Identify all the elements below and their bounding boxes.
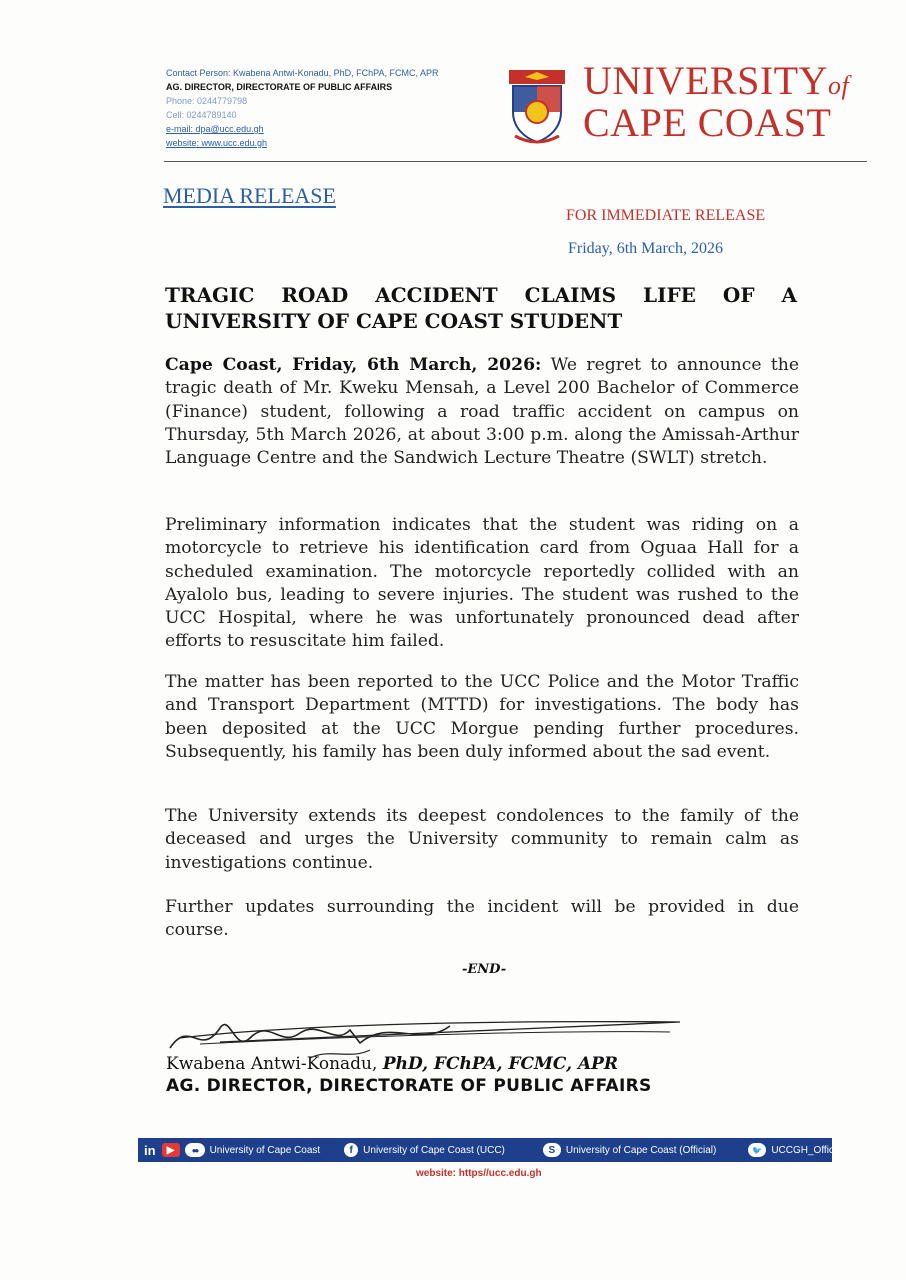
paragraph-1-text: We regret to announce the tragic death of Mr. Kweku Mensah, a Level 200 Bachelor of Commerce (Finance) student, following a road traffic accident on campus on Thursday, 5th March 2026, at about 3:00 p.m. along the Amissah-Arthur Language Centre and the Sandwich Lecture Theatre (SWLT) stretch. <box>165 355 799 469</box>
contact-phone: Phone: 0244779798 <box>166 96 248 106</box>
footer-skype[interactable] <box>543 1143 716 1157</box>
contact-cell: Cell: 0244789140 <box>166 110 237 120</box>
footer-facebook[interactable] <box>344 1143 505 1157</box>
immediate-release-label: FOR IMMEDIATE RELEASE <box>566 207 766 224</box>
university-line2: CAPE COAST <box>583 100 832 145</box>
signatory-name-text: Kwabena Antwi-Konadu, <box>166 1054 383 1074</box>
university-of: of <box>827 71 850 100</box>
twitter-icon: 🐦 <box>748 1143 766 1157</box>
contact-website: website: www.ucc.edu.gh <box>166 138 268 148</box>
university-crest-icon <box>505 68 569 146</box>
paragraph-4: The University extends its deepest condolences to the family of the deceased and urges the University community to remain calm as investigations continue. <box>165 806 799 873</box>
header-divider <box>164 161 867 162</box>
signatory-credentials: PhD, FChPA, FCMC, APR <box>382 1054 619 1074</box>
facebook-icon: f <box>344 1143 358 1157</box>
footer-youtube-label: University of Cape Coast <box>209 1144 321 1156</box>
paragraph-5: Further updates surrounding the incident will be provided in due course. <box>165 897 799 941</box>
signatory-title: AG. DIRECTOR, DIRECTORATE OF PUBLIC AFFAIRS <box>166 1076 652 1096</box>
footer-website-link[interactable]: website: https//ucc.edu.gh <box>416 1168 542 1179</box>
contact-block <box>166 66 438 150</box>
release-date: Friday, 6th March, 2026 <box>568 240 723 257</box>
footer-twitter-label: UCCGH_Official <box>771 1144 844 1156</box>
footer-facebook-label: University of Cape Coast (UCC) <box>363 1144 505 1156</box>
footer-skype-label: University of Cape Coast (Official) <box>565 1144 717 1156</box>
paragraph-1-lead: Cape Coast, Friday, 6th March, 2026: <box>165 355 542 375</box>
skype-icon: S <box>543 1143 561 1157</box>
headline: TRAGIC ROAD ACCIDENT CLAIMS LIFE OF A UNIVERSITY OF CAPE COAST STUDENT <box>165 283 797 333</box>
contact-person: Contact Person: Kwabena Antwi-Konadu, PhD, FChPA, FCMC, APR <box>166 68 439 78</box>
university-wordmark <box>583 58 850 145</box>
footer-twitter[interactable] <box>748 1143 844 1157</box>
contact-email: e-mail: dpa@ucc.edu.gh <box>166 124 264 134</box>
youtube-icon: ▶ <box>162 1143 180 1157</box>
paragraph-2: Preliminary information indicates that the student was riding on a motorcycle to retrieve his identification card from Oguaa Hall for a scheduled examination. The motorcycle reportedly collided with an Ayalolo bus, leading to severe injuries. The student was rushed to the UCC Hospital, where he was unfortunately pronounced dead after efforts to resuscitate him failed. <box>165 515 799 652</box>
footer-linkedin[interactable] <box>144 1143 320 1158</box>
signatory-name <box>166 1054 618 1074</box>
paragraph-1 <box>165 354 799 470</box>
end-marker: -END- <box>462 962 507 977</box>
contact-title: AG. DIRECTOR, DIRECTORATE OF PUBLIC AFFAIRS <box>166 82 393 92</box>
media-release-heading: MEDIA RELEASE <box>163 183 336 208</box>
paragraph-3: The matter has been reported to the UCC Police and the Motor Traffic and Transport Department (MTTD) for investigations. The body has been deposited at the UCC Morgue pending further procedures. Subsequently, his family has been duly informed about the sad event. <box>165 672 799 762</box>
linkedin-icon: in <box>144 1142 156 1158</box>
university-line1: UNIVERSITY <box>583 58 828 103</box>
flickr-icon: ●● <box>185 1143 205 1157</box>
social-footer-bar <box>138 1138 844 1162</box>
